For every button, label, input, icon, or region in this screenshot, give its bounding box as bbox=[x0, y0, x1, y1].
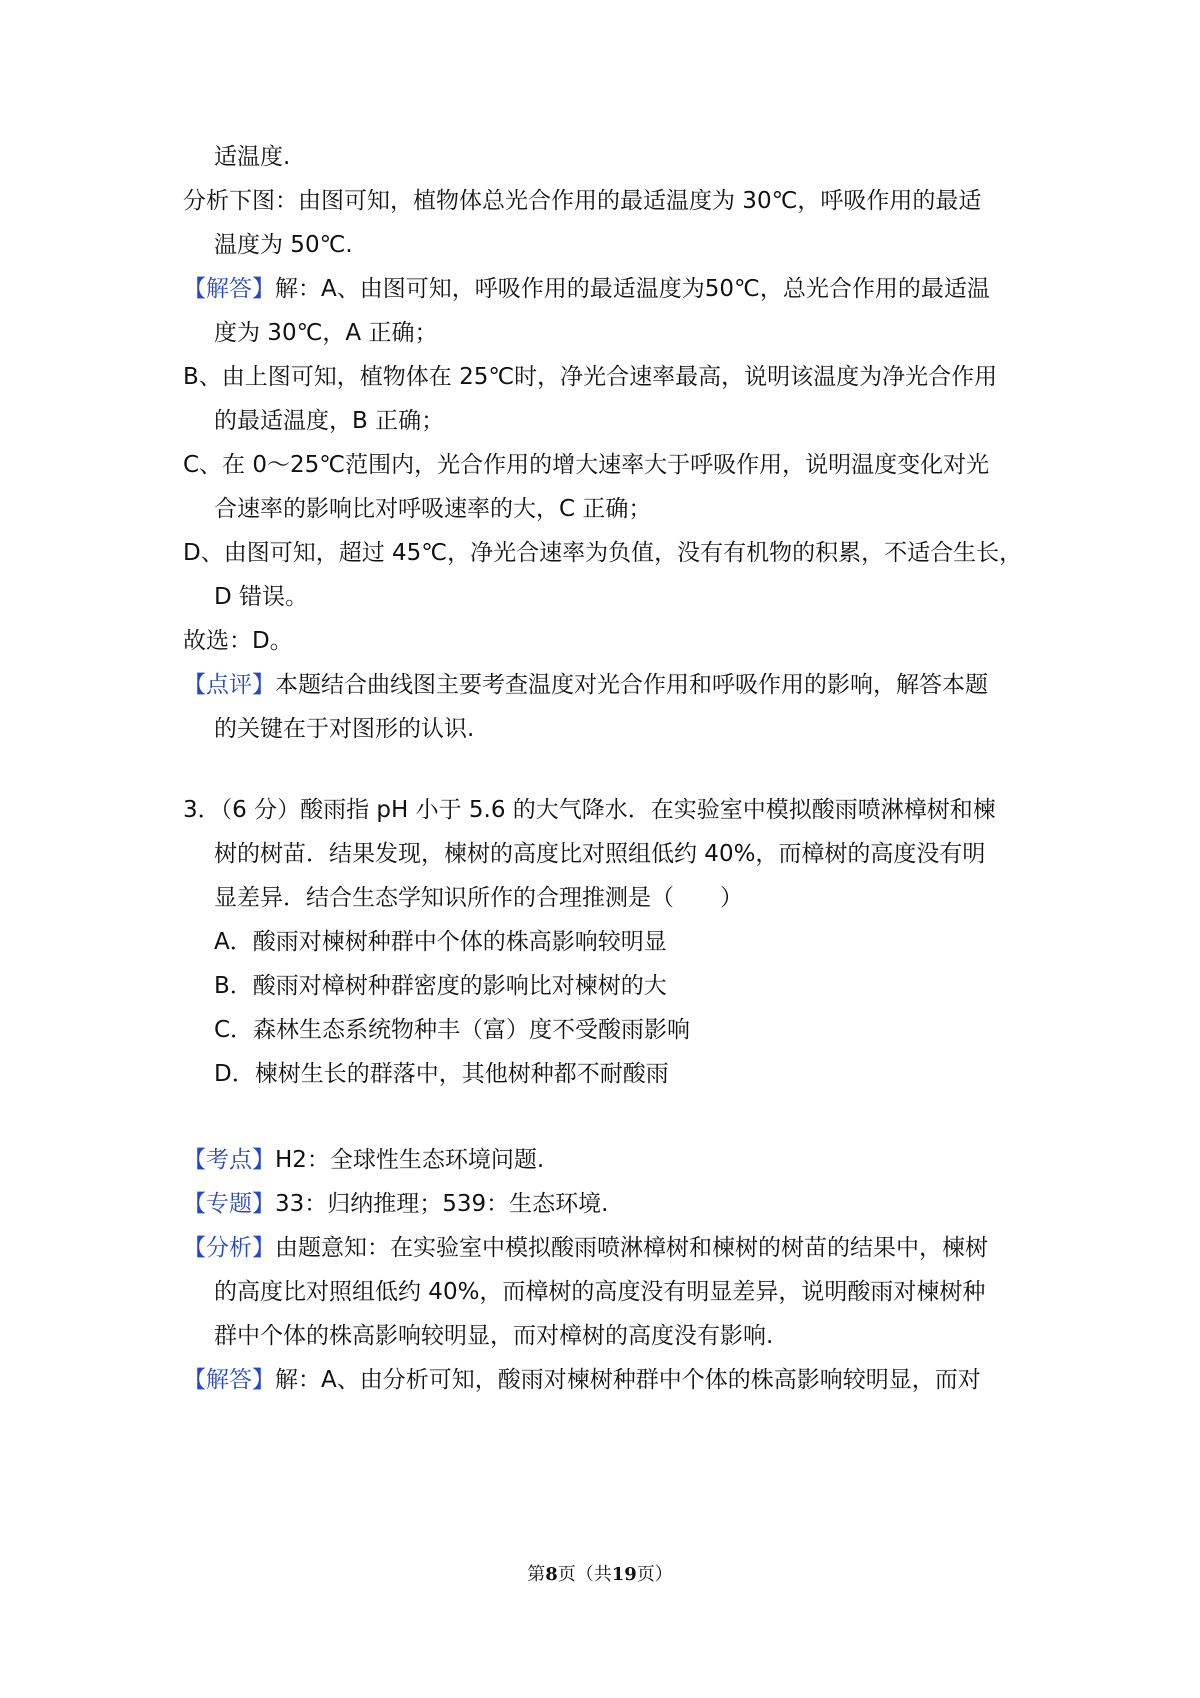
page-footer bbox=[0, 1563, 1200, 1587]
answer-tag: 【解答】 bbox=[183, 1367, 275, 1393]
answer-text: 解：A、由图可知，呼吸作用的最适温度为50℃，总光合作用的最适温 bbox=[275, 276, 990, 302]
text-line: 适温度. bbox=[214, 144, 291, 170]
page-number: 8 bbox=[545, 1564, 558, 1585]
question-stem: 树的树苗．结果发现，楝树的高度比对照组低约 40%，而樟树的高度没有明 bbox=[214, 841, 986, 867]
text-line: 故选：D。 bbox=[183, 628, 293, 654]
text-line: 的关键在于对图形的认识. bbox=[214, 716, 475, 742]
footer-mid: 页（共 bbox=[557, 1564, 612, 1585]
answer-text: 解：A、由分析可知，酸雨对楝树种群中个体的株高影响较明显，而对 bbox=[275, 1367, 981, 1393]
text-line: D 错误。 bbox=[214, 584, 309, 610]
kaodian-text: H2：全球性生态环境问题. bbox=[275, 1147, 545, 1173]
option-d: D．楝树生长的群落中，其他树种都不耐酸雨 bbox=[214, 1061, 669, 1087]
footer-pre: 第 bbox=[527, 1564, 546, 1585]
zhuanti-text: 33：归纳推理；539：生态环境. bbox=[275, 1191, 609, 1217]
text-line: B、由上图可知，植物体在 25℃时，净光合速率最高，说明该温度为净光合作用 bbox=[183, 364, 998, 390]
answer-line bbox=[183, 273, 990, 305]
zhuanti-tag: 【专题】 bbox=[183, 1191, 275, 1217]
comment-tag: 【点评】 bbox=[183, 672, 275, 698]
page-total: 19 bbox=[611, 1564, 637, 1585]
option-a: A．酸雨对楝树种群中个体的株高影响较明显 bbox=[214, 929, 667, 955]
text-line: 的高度比对照组低约 40%，而樟树的高度没有明显差异，说明酸雨对楝树种 bbox=[214, 1279, 986, 1305]
text-line: 分析下图：由图可知，植物体总光合作用的最适温度为 30℃，呼吸作用的最适 bbox=[183, 188, 982, 214]
text-line: 群中个体的株高影响较明显，而对樟树的高度没有影响. bbox=[214, 1323, 774, 1349]
analysis-tag: 【分析】 bbox=[183, 1235, 275, 1261]
kaodian-tag: 【考点】 bbox=[183, 1147, 275, 1173]
text-line: D、由图可知，超过 45℃，净光合速率为负值，没有有机物的积累，不适合生长， bbox=[183, 540, 1023, 566]
text-line: 合速率的影响比对呼吸速率的大，C 正确； bbox=[214, 496, 652, 522]
comment-text: 本题结合曲线图主要考查温度对光合作用和呼吸作用的影响，解答本题 bbox=[275, 672, 988, 698]
text-line: 温度为 50℃. bbox=[214, 232, 353, 258]
comment-line bbox=[183, 669, 988, 701]
analysis-line bbox=[183, 1232, 988, 1264]
option-b: B．酸雨对樟树种群密度的影响比对楝树的大 bbox=[214, 973, 667, 999]
option-c: C．森林生态系统物种丰（富）度不受酸雨影响 bbox=[214, 1017, 691, 1043]
text-line: 度为 30℃，A 正确； bbox=[214, 320, 438, 346]
answer-tag: 【解答】 bbox=[183, 276, 275, 302]
answer-line bbox=[183, 1364, 981, 1396]
question-stem: 显差异．结合生态学知识所作的合理推测是（ ） bbox=[214, 885, 743, 911]
text-line: C、在 0～25℃范围内，光合作用的增大速率大于呼吸作用，说明温度变化对光 bbox=[183, 452, 990, 478]
zhuanti-line bbox=[183, 1188, 608, 1220]
text-line: 的最适温度，B 正确； bbox=[214, 408, 445, 434]
question-stem: 3．（6 分）酸雨指 pH 小于 5.6 的大气降水．在实验室中模拟酸雨喷淋樟树和楝 bbox=[183, 797, 996, 823]
footer-post: 页） bbox=[636, 1564, 673, 1585]
kaodian-line bbox=[183, 1144, 544, 1176]
analysis-text: 由题意知：在实验室中模拟酸雨喷淋樟树和楝树的树苗的结果中，楝树 bbox=[275, 1235, 988, 1261]
